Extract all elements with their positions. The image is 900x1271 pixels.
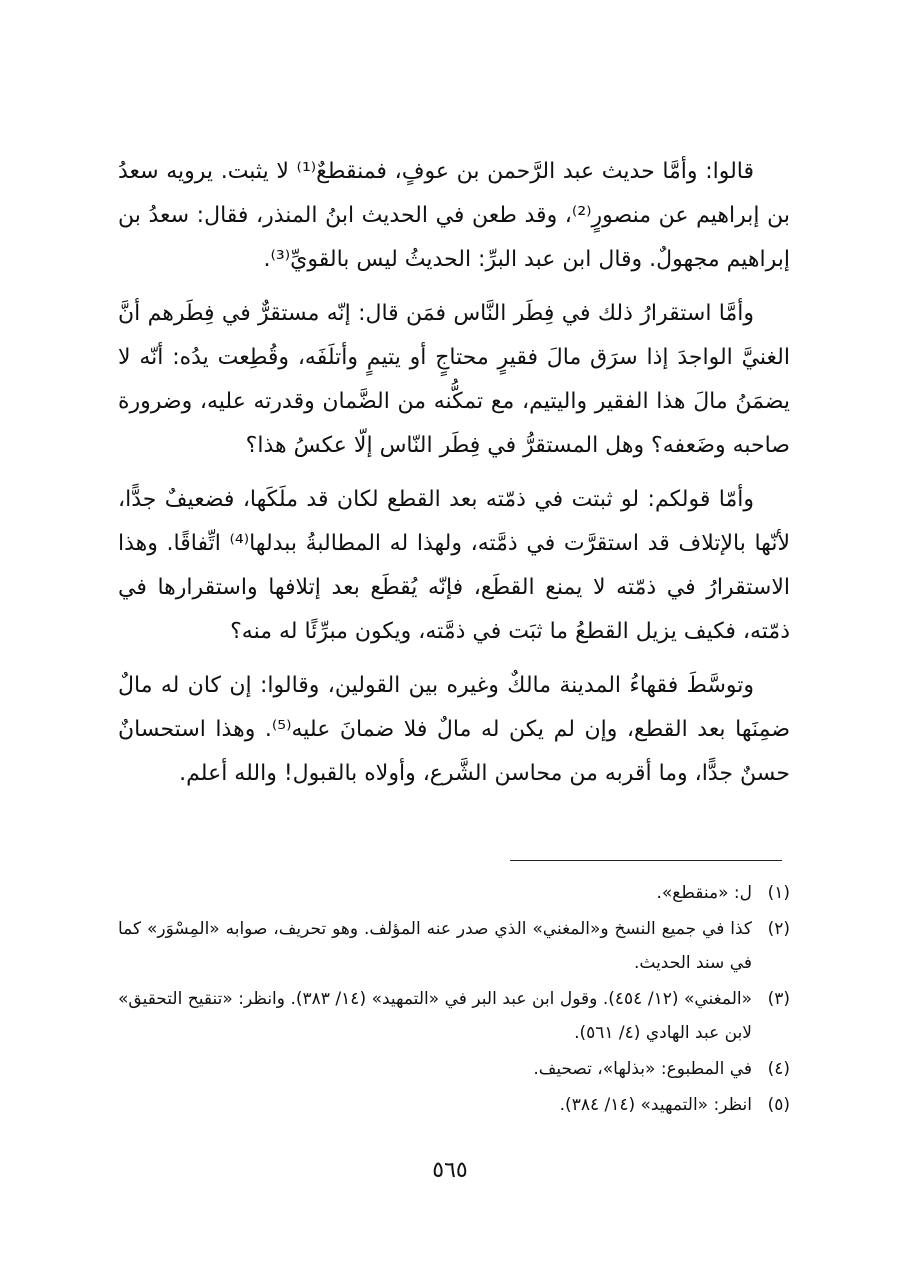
footnote-text: «المغني» (١٢/ ٤٥٤). وقول ابن عبد البر في «التمهيد» (١٤/ ٣٨٣). وانظر: «تنقيح التحقيق» لابن عبد الهادي (٤/ ٥٦١).	[118, 989, 752, 1043]
paragraph: وأمَّا استقرارُ ذلك في فِطَر النَّاس فمَن قال: إنّه مستقرٌّ في فِطَرهم أنَّ الغنيَّ الواجدَ إذا سرَق مالَ فقيرٍ محتاجٍ أو يتيمٍ وأتلَفَه، وقُطِعت يدُه: أنّه لا يضمَنُ مالَ هذا الفقير واليتيم، مع تمكُّنه من الضَّمان وقدرته عليه، وضرورة صاحبه وضَعفه؟ وهل المستقرُّ في فِطَر النّاس إلّا عكسُ هذا؟	[118, 301, 790, 458]
footnote-text: كذا في جميع النسخ و«المغني» الذي صدر عنه المؤلف. وهو تحريف، صوابه «المِسْوَر» كما في سند الحديث.	[118, 919, 752, 973]
footnote-text: في المطبوع: «بذلها»، تصحيف.	[533, 1059, 752, 1079]
footnote-number: (١)	[767, 883, 790, 903]
footnote	[118, 912, 790, 980]
paragraph: وتوسَّطَ فقهاءُ المدينة مالكٌ وغيره بين القولين، وقالوا: إن كان له مالٌ ضمِنَها بعد القطع، وإن لم يكن له مالٌ فلا ضمانَ عليه⁽⁵⁾. وهذا استحسانٌ حسنٌ جدًّا، وما أقربه من محاسن الشَّرع، وأولاه بالقبول! والله أعلم.	[118, 673, 790, 786]
footnote-number: (٤)	[767, 1059, 790, 1079]
page-number: ٥٦٥	[432, 1158, 468, 1183]
main-text	[118, 150, 790, 806]
footnotes	[118, 876, 790, 1124]
paragraph: وأمّا قولكم: لو ثبتت في ذمّته بعد القطع لكان قد ملَكَها، فضعيفٌ جدًّا، لأنّها بالإتلاف قد استقرَّت في ذمَّته، ولهذا له المطالبةُ ببدلها⁽⁴⁾ اتِّفاقًا. وهذا الاستقرارُ في ذمّته لا يمنع القطَع، فإنّه يُقطَع بعد إتلافها واستقرارها في ذمّته، فكيف يزيل القطعُ ما ثبَت في ذمَّته، ويكون مبرِّئًا له منه؟	[118, 487, 790, 644]
footnote-text: ل: «منقطع».	[656, 883, 752, 903]
footnote-text: انظر: «التمهيد» (١٤/ ٣٨٤).	[559, 1095, 752, 1115]
footnote-divider	[510, 860, 782, 861]
footnote	[118, 1088, 790, 1122]
footnote-number: (٢)	[767, 919, 790, 939]
footnote	[118, 1052, 790, 1086]
footnote-number: (٣)	[767, 989, 790, 1009]
paragraph: قالوا: وأمَّا حديث عبد الرَّحمن بن عوفٍ، فمنقطعٌ⁽¹⁾ لا يثبت. يرويه سعدُ بن إبراهيم عن منصورٍ⁽²⁾، وقد طعن في الحديث ابنُ المنذر، فقال: سعدُ بن إبراهيم مجهولٌ. وقال ابن عبد البرِّ: الحديثُ ليس بالقويِّ⁽³⁾.	[118, 159, 790, 272]
footnote-number: (٥)	[767, 1095, 790, 1115]
footnote	[118, 876, 790, 910]
footnote	[118, 982, 790, 1050]
